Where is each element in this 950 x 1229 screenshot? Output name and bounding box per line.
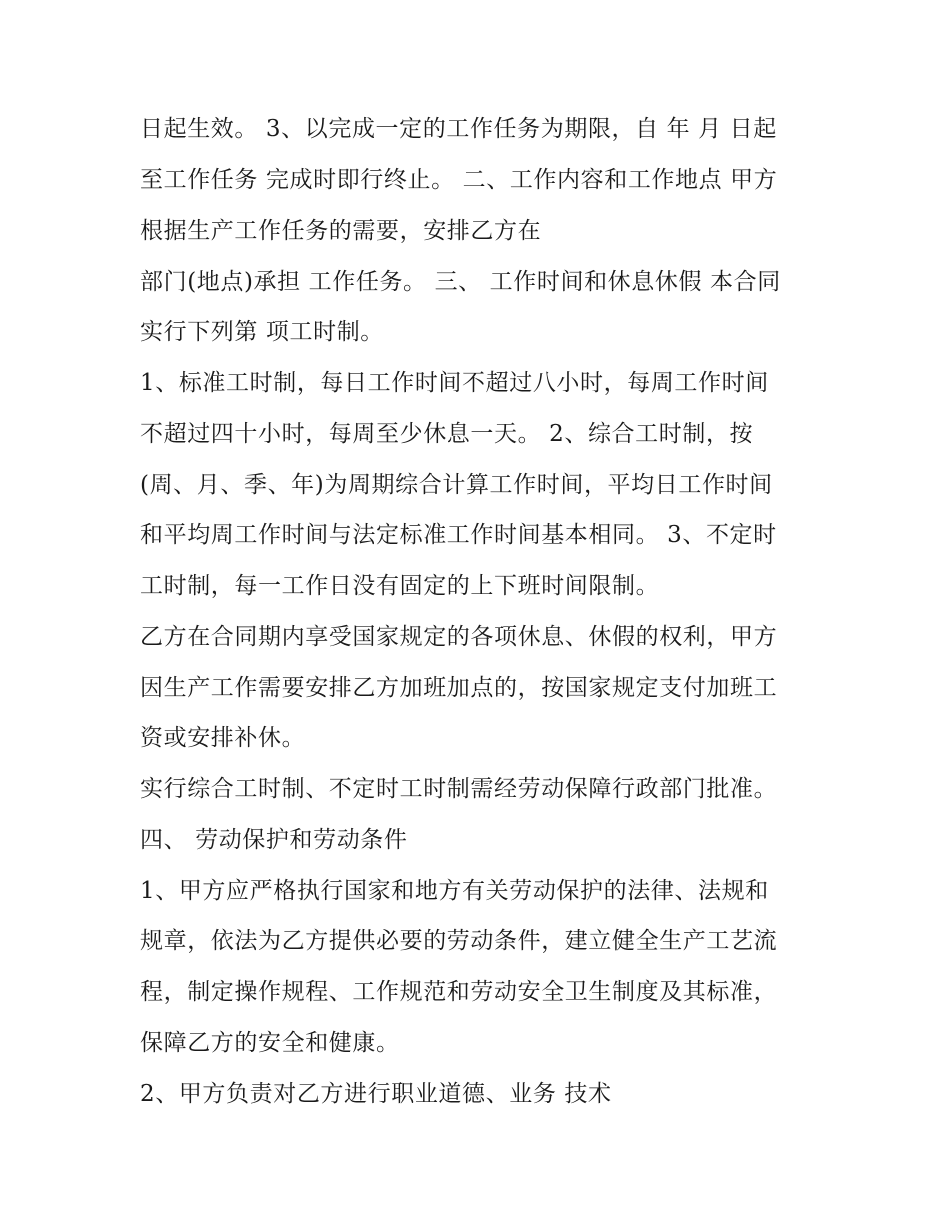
text-line: 实行综合工时制、不定时工时制需经劳动保障行政部门批准。	[140, 776, 778, 802]
text-line: 和平均周工作时间与法定标准工作时间基本相同。 3、不定时	[140, 522, 777, 548]
text-line: 部门(地点)承担 工作任务。 三、 工作时间和休息休假 本合同	[140, 269, 781, 295]
text-line: 程，制定操作规程、工作规范和劳动安全卫生制度及其标准，	[140, 979, 778, 1005]
text-line: 实行下列第 项工时制。	[140, 319, 384, 345]
text-line: 因生产工作需要安排乙方加班加点的，按国家规定支付加班工	[140, 675, 778, 701]
text-line: 根据生产工作任务的需要，安排乙方在	[140, 218, 542, 244]
text-line: 不超过四十小时，每周至少休息一天。 2、综合工时制，按	[140, 421, 754, 447]
text-line: 至工作任务 完成时即行终止。 二、工作内容和工作地点 甲方	[140, 167, 778, 193]
text-line: 1、标准工时制，每日工作时间不超过八小时，每周工作时间	[140, 370, 769, 396]
text-line: 资或安排补休。	[140, 725, 306, 751]
text-line: 保障乙方的安全和健康。	[140, 1030, 400, 1056]
text-line: 1、甲方应严格执行国家和地方有关劳动保护的法律、法规和	[140, 878, 769, 904]
text-line: 日起生效。 3、以完成一定的工作任务为期限，自 年 月 日起	[140, 116, 777, 142]
text-line: 乙方在合同期内享受国家规定的各项休息、休假的权利，甲方	[140, 624, 778, 650]
text-line: 工时制，每一工作日没有固定的上下班时间限制。	[140, 573, 660, 599]
text-line: 2、甲方负责对乙方进行职业道德、业务 技术	[140, 1081, 612, 1107]
text-line: 规章，依法为乙方提供必要的劳动条件，建立健全生产工艺流	[140, 928, 778, 954]
text-line: (周、月、季、年)为周期综合计算工作时间，平均日工作时间	[140, 472, 773, 498]
text-line: 四、 劳动保护和劳动条件	[140, 827, 408, 853]
